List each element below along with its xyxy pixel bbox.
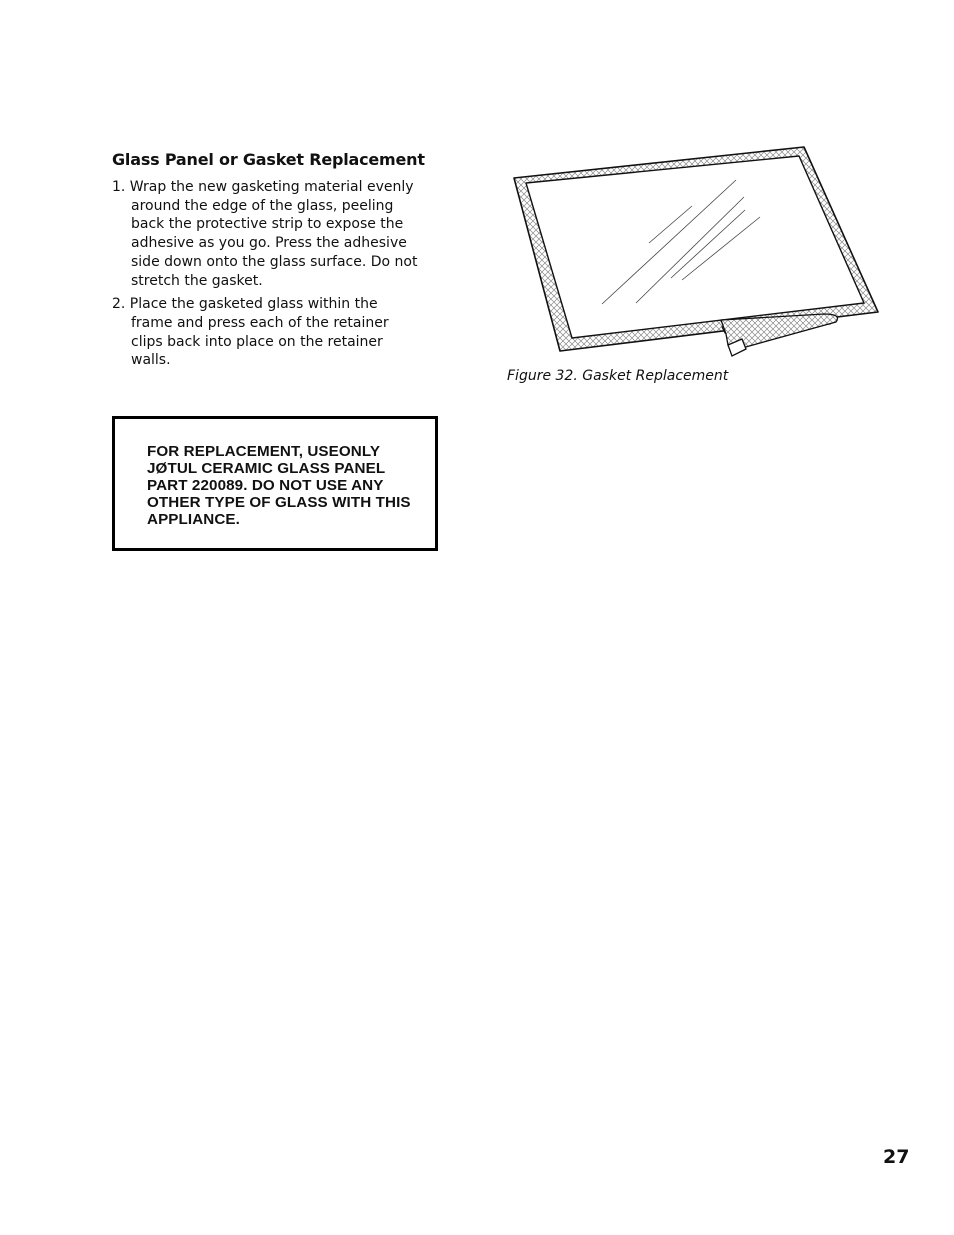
step-1: 1. Wrap the new gasketing material evenly around the edge of the glass, peeling back the protective strip to expose the adhesive as you go. Press the adhesive side down onto the glass surface. Do not stretch the gasket. (112, 179, 418, 289)
step-2: 2. Place the gasketed glass within the frame and press each of the retainer clips back into place on the retainer walls. (112, 296, 389, 369)
figure-caption: Figure 32. Gasket Replacement (507, 368, 729, 384)
glass-panel-gasket-icon (506, 140, 886, 370)
section-title: Glass Panel or Gasket Replacement (112, 150, 425, 169)
warning-box (112, 416, 438, 551)
gasket-replacement-figure (506, 140, 886, 370)
page-number: 27 (883, 1146, 910, 1168)
warning-text: FOR REPLACEMENT, USEONLY JØTUL CERAMIC GLASS PANEL PART 220089. DO NOT USE ANY OTHER TYPE OF GLASS WITH THIS APPLIANCE. (147, 443, 411, 528)
instruction-steps (112, 178, 422, 375)
